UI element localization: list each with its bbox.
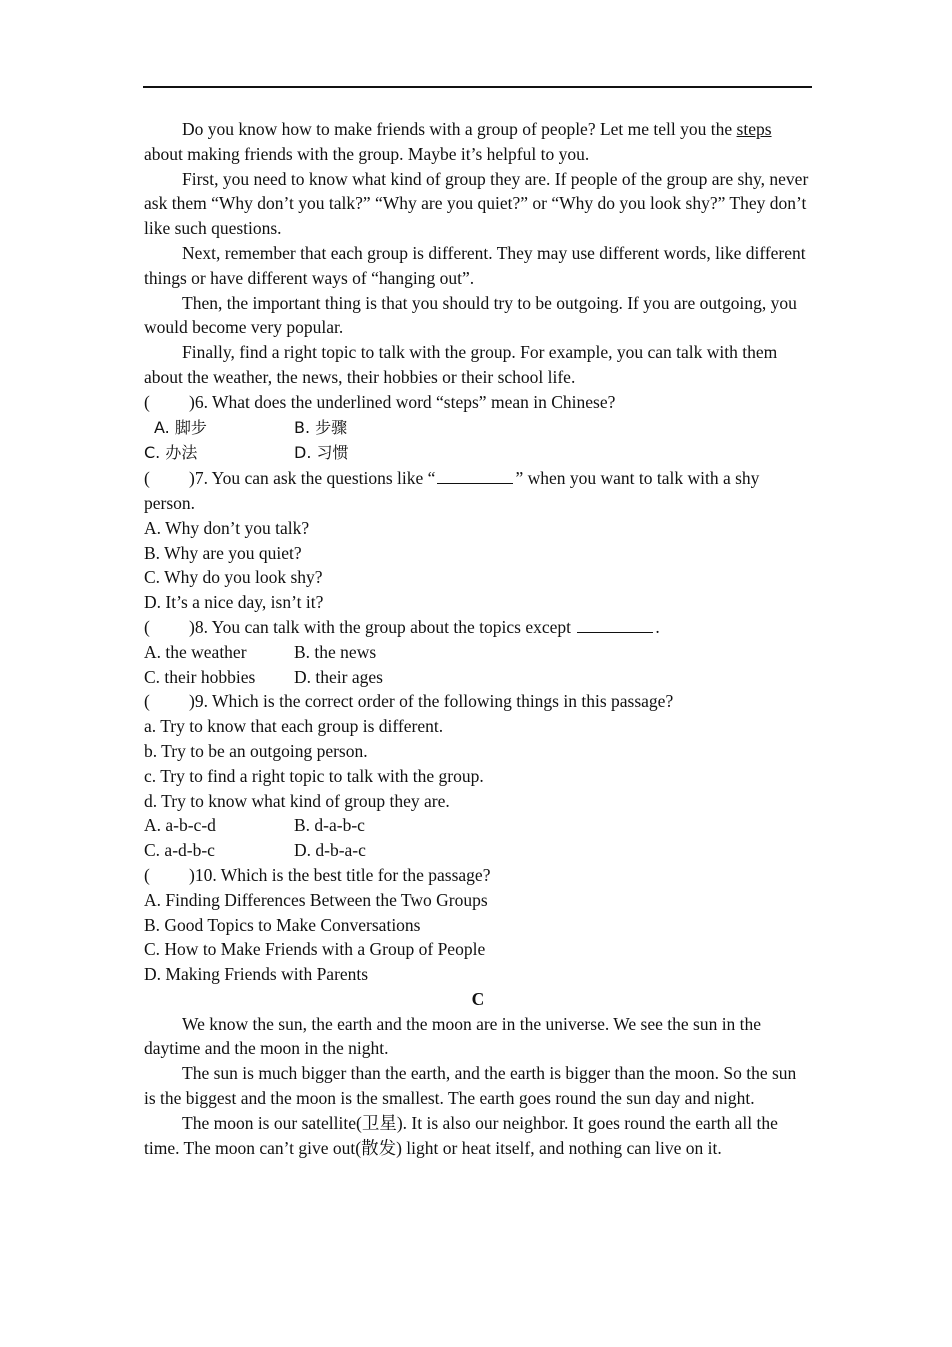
option-b: B. the news	[294, 641, 377, 662]
option-c: C. a-d-b-c	[144, 840, 215, 861]
option-d: D. 习惯	[294, 443, 349, 463]
option-d: D. Making Friends with Parents	[144, 964, 369, 985]
answer-paren: (	[144, 468, 150, 489]
answer-paren: (	[144, 616, 150, 637]
answer-paren: (	[144, 691, 150, 712]
question-stem: ” when you want to talk with a shy person.	[144, 468, 760, 513]
question-stem: )9. Which is the correct order of the following things in this passage?	[189, 691, 674, 712]
passage-b-paragraph-2: First, you need to know what kind of group they are. If people of the group are shy, never ask them “Why don’t you talk?” “Why are you quiet?” or “Why do you look shy?” They don’t like such questions.	[144, 168, 809, 239]
question-9-options-ab	[144, 813, 812, 838]
question-8-options-ab	[144, 640, 812, 665]
header-rule	[143, 86, 812, 88]
passage-c-paragraph-1: We know the sun, the earth and the moon are in the universe. We see the sun in the daytime and the moon in the night.	[144, 1013, 762, 1059]
option-c: C. How to Make Friends with a Group of People	[144, 939, 486, 960]
question-stem: )7. You can ask the questions like “	[189, 468, 436, 489]
list-item: b. Try to be an outgoing person.	[144, 740, 368, 761]
option-c: C. 办法	[144, 443, 198, 463]
option-a: A. the weather	[144, 641, 247, 662]
question-9-options-cd	[144, 838, 812, 863]
option-c: C. their hobbies	[144, 666, 256, 687]
question-stem: .	[655, 616, 660, 637]
question-stem: )10. Which is the best title for the passage?	[189, 864, 491, 885]
list-item: d. Try to know what kind of group they are.	[144, 790, 450, 811]
list-item: a. Try to know that each group is different.	[144, 716, 444, 737]
question-10	[144, 863, 812, 888]
paragraph-text: about making friends with the group. Maybe it’s helpful to you.	[144, 143, 590, 164]
question-8	[144, 615, 812, 640]
option-b: B. Why are you quiet?	[144, 542, 302, 563]
option-a: A. 脚步	[154, 417, 207, 437]
passage-b-paragraph-3: Next, remember that each group is different. They may use different words, like different things or have different ways of “hanging out”.	[144, 242, 806, 288]
question-6	[144, 390, 812, 415]
list-item: c. Try to find a right topic to talk with the group.	[144, 765, 484, 786]
passage-b-paragraph-1	[144, 117, 812, 167]
question-7	[144, 466, 812, 516]
question-6-options-ab	[144, 415, 812, 441]
option-a: A. Why don’t you talk?	[144, 517, 310, 538]
option-b: B. 步骤	[294, 417, 348, 437]
question-stem: )8. You can talk with the group about the topics except	[189, 616, 576, 637]
option-b: B. Good Topics to Make Conversations	[144, 914, 421, 935]
question-8-options-cd	[144, 665, 812, 690]
paragraph-text: Do you know how to make friends with a group of people? Let me tell you the	[182, 119, 737, 139]
answer-paren: (	[144, 391, 150, 412]
option-d: D. It’s a nice day, isn’t it?	[144, 592, 324, 613]
underlined-word-steps: steps	[736, 119, 772, 139]
passage-b-paragraph-4: Then, the important thing is that you should try to be outgoing. If you are outgoing, you would become very popular.	[144, 292, 797, 338]
option-b: B. d-a-b-c	[294, 815, 365, 836]
option-d: D. their ages	[294, 666, 383, 687]
answer-paren: (	[144, 864, 150, 885]
answer-blank	[577, 616, 653, 633]
option-a: A. a-b-c-d	[144, 815, 216, 836]
question-9	[144, 689, 812, 714]
passage-c-paragraph-2: The sun is much bigger than the earth, and the earth is bigger than the moon. So the sun is the biggest and the moon is the smallest. The earth goes round the sun day and night.	[144, 1063, 797, 1109]
document-body	[144, 117, 812, 1160]
option-a: A. Finding Differences Between the Two Groups	[144, 889, 488, 910]
answer-blank	[437, 467, 513, 484]
option-c: C. Why do you look shy?	[144, 567, 323, 588]
passage-b-paragraph-5: Finally, find a right topic to talk with the group. For example, you can talk with them about the weather, the news, their hobbies or their school life.	[144, 342, 778, 387]
question-6-options-cd	[144, 440, 812, 466]
section-title-c: C	[471, 988, 485, 1009]
option-d: D. d-b-a-c	[294, 840, 366, 861]
question-stem: )6. What does the underlined word “steps” mean in Chinese?	[189, 391, 616, 412]
passage-c-paragraph-3: The moon is our satellite(卫星). It is also our neighbor. It goes round the earth all the time. The moon can’t give out(散发) light or heat itself, and nothing can live on it.	[144, 1112, 778, 1158]
